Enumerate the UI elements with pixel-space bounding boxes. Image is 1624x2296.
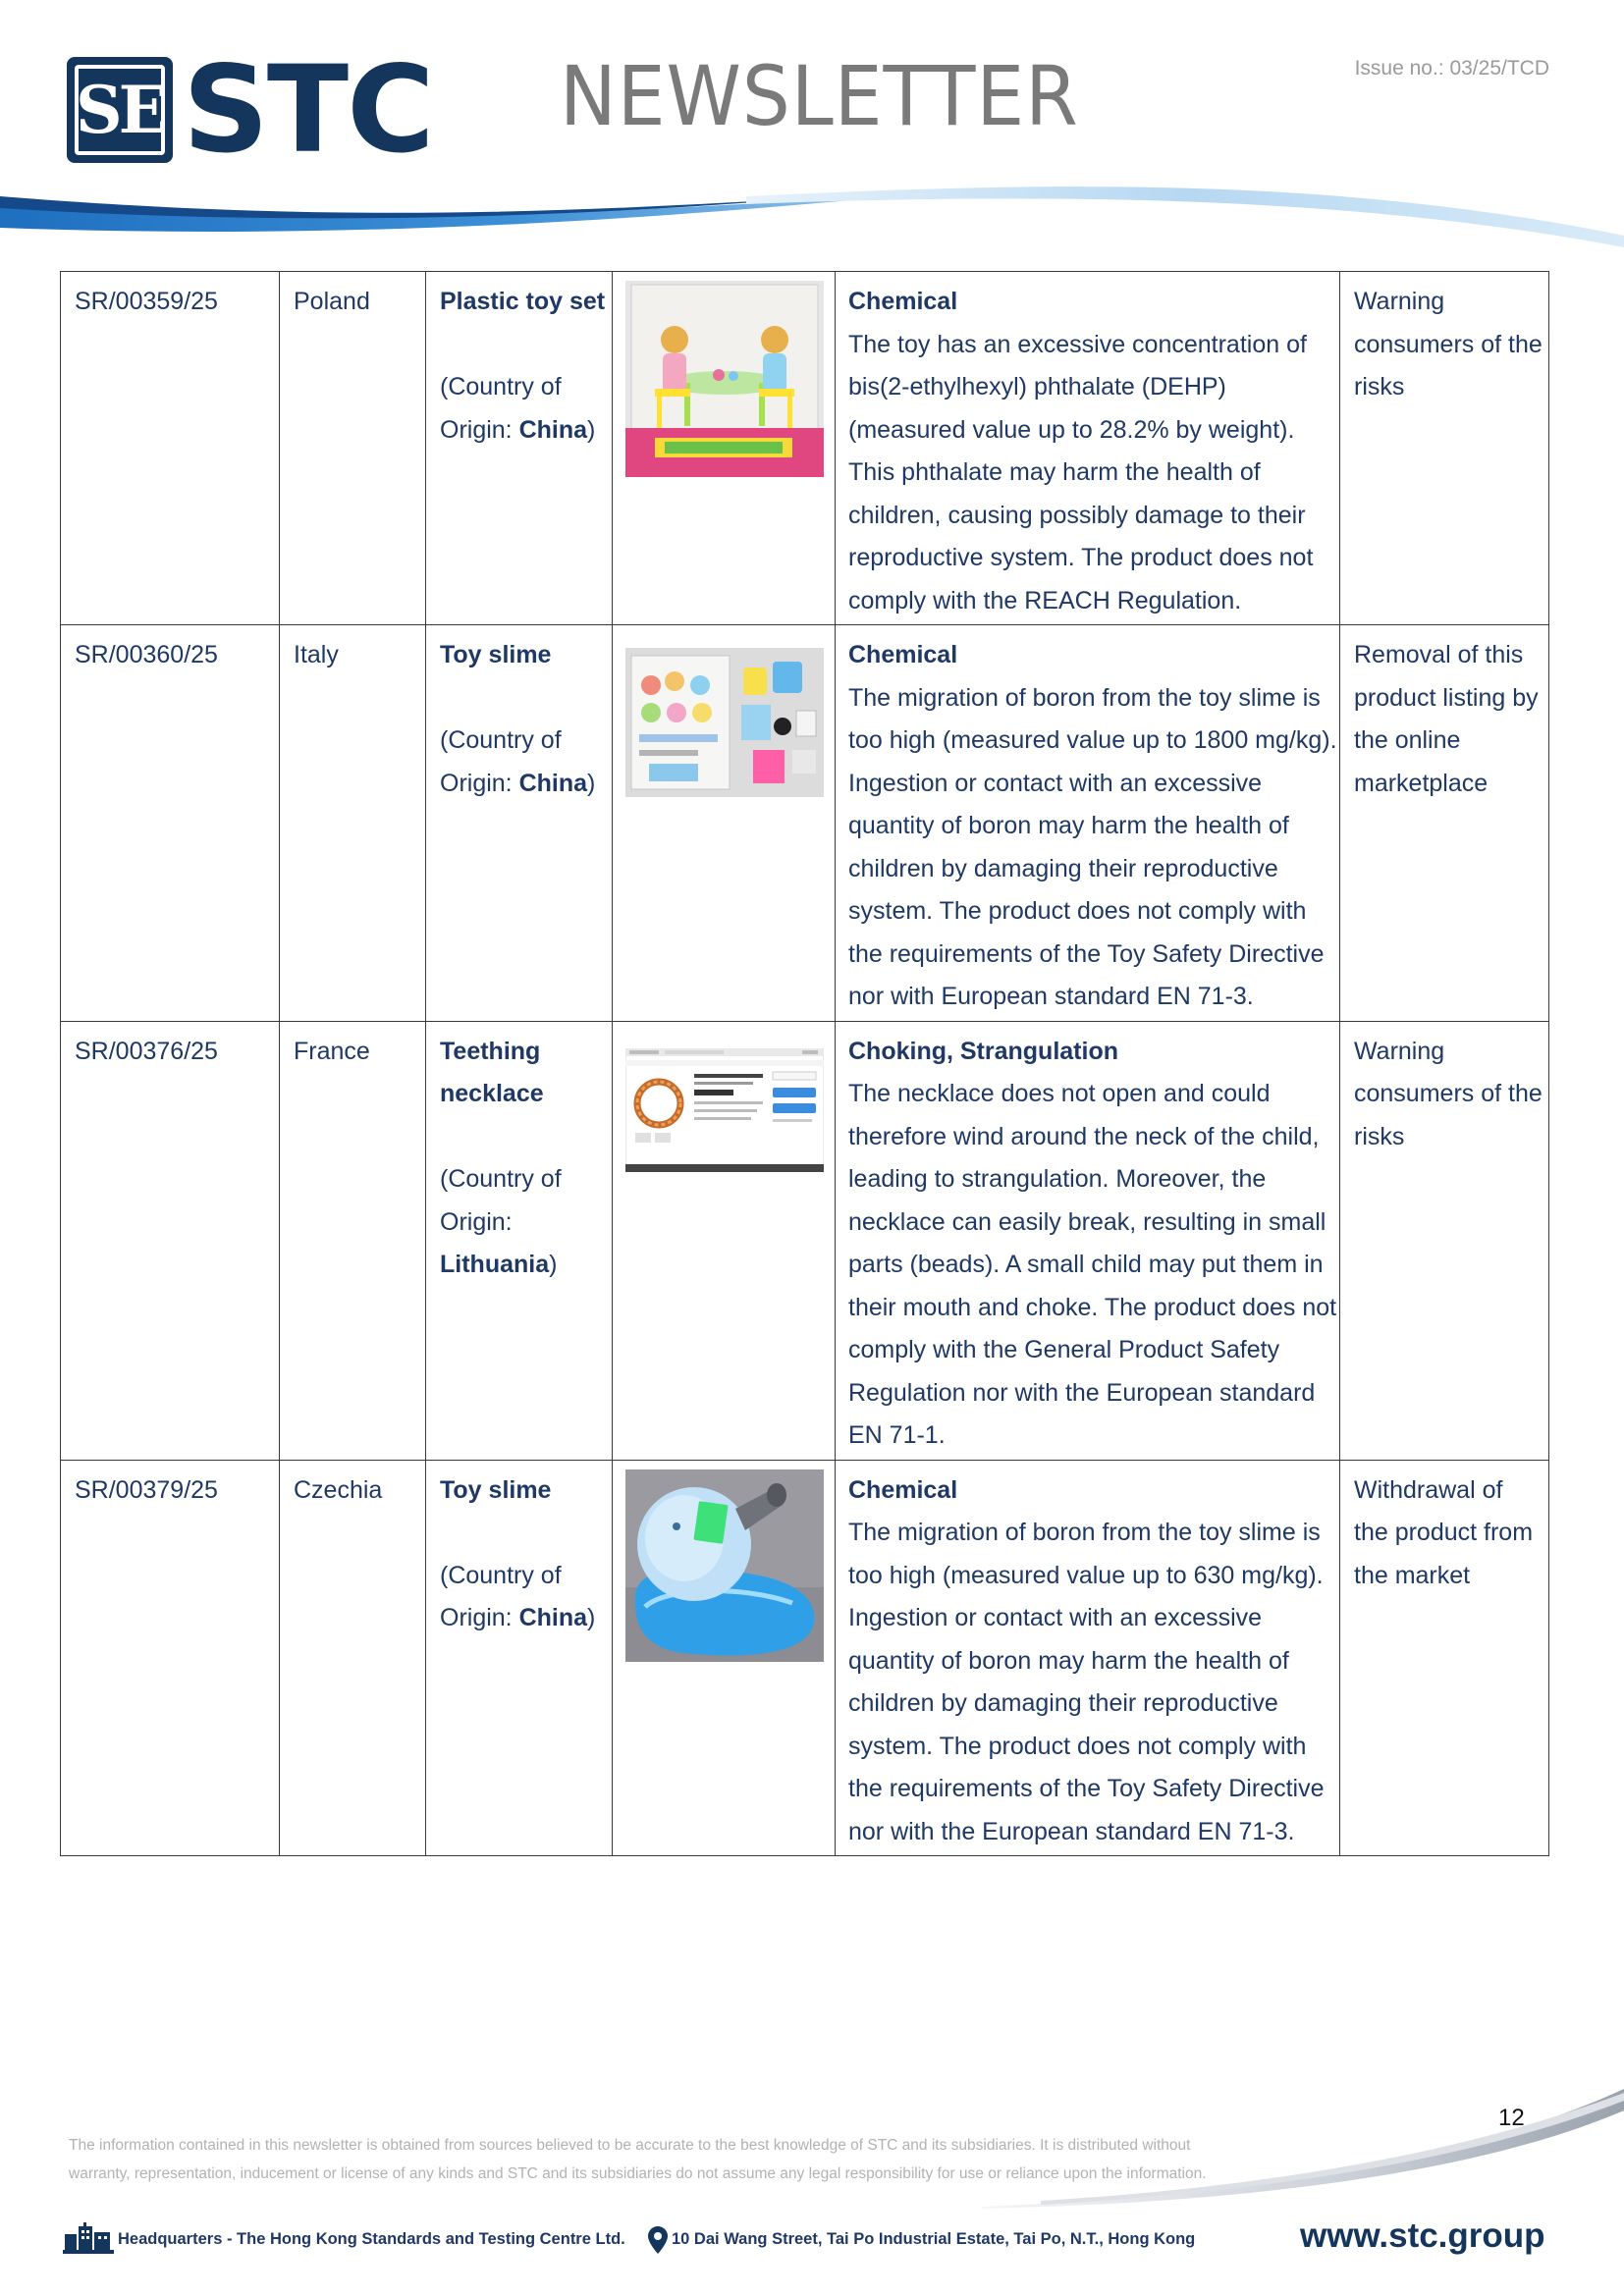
table-row bbox=[61, 625, 1549, 1022]
product-name: Plastic toy set bbox=[440, 288, 606, 315]
issue-number: Issue no.: 03/25/TCD bbox=[1354, 57, 1549, 80]
product-cell bbox=[426, 272, 613, 625]
page-number: 12 bbox=[1498, 2105, 1525, 2131]
image-cell bbox=[613, 625, 836, 1022]
logo-mark-icon: SE bbox=[67, 57, 173, 163]
measures-cell: Warning consumers of the risks bbox=[1340, 272, 1549, 625]
risk-type: Chemical bbox=[848, 288, 958, 315]
risk-description: The migration of boron from the toy slime is too high (measured value up to 1800 mg/kg). Ingestion or contact with an excessive quantity of boron may harm the health of children by damaging their reproductive system. The product does not comply with the requirements of the Toy Safety Directive nor with European standard EN 71-3. bbox=[848, 683, 1337, 1010]
building-icon bbox=[63, 2222, 114, 2254]
image-cell bbox=[613, 1460, 836, 1856]
origin-line: Origin: China) bbox=[440, 1604, 596, 1631]
reference-cell: SR/00379/25 bbox=[61, 1460, 280, 1856]
disclaimer: The information contained in this newsletter is obtained from sources believed to be accurate to the best knowledge of STC and its subsidiaries. It is distributed without warranty, representation, inducement or license of any kinds and STC and its subsidiaries do not assume any legal responsibility for use or reliance upon the information. bbox=[69, 2137, 1207, 2182]
risk-type: Chemical bbox=[848, 641, 958, 668]
risk-cell bbox=[836, 272, 1340, 625]
newsletter-title: NEWSLETTER bbox=[560, 48, 1079, 144]
reference-cell: SR/00359/25 bbox=[61, 272, 280, 625]
reference-cell: SR/00376/25 bbox=[61, 1021, 280, 1460]
teething-necklace-screenshot bbox=[625, 1048, 824, 1172]
origin-label: (Country of bbox=[440, 373, 562, 400]
country-cell: Poland bbox=[280, 272, 426, 625]
risk-cell bbox=[836, 625, 1340, 1022]
toy-slime-kit-photo bbox=[625, 648, 824, 797]
origin-line: Origin: China) bbox=[440, 415, 596, 444]
product-cell bbox=[426, 625, 613, 1022]
risk-description: The necklace does not open and could therefore wind around the neck of the child, leading to strangulation. Moreover, the necklace can easily break, resulting in small parts (beads). A small child may put them in their mouth and choke. The product does not comply with the General Product Safety Regulation nor with the European standard EN 71-1. bbox=[848, 1080, 1337, 1449]
product-name: Teething necklace bbox=[440, 1037, 544, 1107]
table-row bbox=[61, 1021, 1549, 1460]
risk-type: Choking, Strangulation bbox=[848, 1037, 1118, 1065]
measures-cell: Warning consumers of the risks bbox=[1340, 1021, 1549, 1460]
risk-description: The toy has an excessive concentration of bis(2-ethylhexyl) phthalate (DEHP) (measured value up to 28.2% by weight). This phthalate may harm the health of children, causing possibly damage to their reproductive system. The product does not comply with the REACH Regulation. bbox=[848, 330, 1314, 614]
risk-cell bbox=[836, 1021, 1340, 1460]
origin-label: (Country of bbox=[440, 1561, 562, 1589]
image-cell bbox=[613, 272, 836, 625]
measures-cell: Removal of this product listing by the online marketplace bbox=[1340, 625, 1549, 1022]
brand-name: STC bbox=[183, 40, 433, 180]
table-row bbox=[61, 1460, 1549, 1856]
country-cell: Czechia bbox=[280, 1460, 426, 1856]
plastic-toy-set-photo bbox=[625, 281, 824, 477]
origin-line: Origin: China) bbox=[440, 769, 596, 797]
product-cell bbox=[426, 1021, 613, 1460]
reference-cell: SR/00360/25 bbox=[61, 625, 280, 1022]
headquarters-text: Headquarters - The Hong Kong Standards and Testing Centre Ltd. bbox=[118, 2230, 625, 2248]
risk-type: Chemical bbox=[848, 1475, 958, 1504]
country-cell: Italy bbox=[280, 625, 426, 1022]
product-cell bbox=[426, 1460, 613, 1856]
table-row bbox=[61, 272, 1549, 625]
toy-slime-blue-photo bbox=[625, 1469, 824, 1662]
origin-label: (Country of bbox=[440, 1165, 562, 1193]
website-link[interactable]: www.stc.group bbox=[1300, 2216, 1545, 2255]
risk-cell bbox=[836, 1460, 1340, 1856]
stc-logo bbox=[67, 40, 460, 180]
origin-label: (Country of bbox=[440, 726, 562, 754]
address-text: 10 Dai Wang Street, Tai Po Industrial Estate, Tai Po, N.T., Hong Kong bbox=[672, 2230, 1196, 2248]
product-name: Toy slime bbox=[440, 1475, 552, 1504]
location-pin-icon bbox=[648, 2226, 668, 2254]
product-name: Toy slime bbox=[440, 641, 552, 668]
risk-description: The migration of boron from the toy slime is too high (measured value up to 630 mg/kg). Ingestion or contact with an excessive quantity of boron may harm the health of children by damaging their reproductive system. The product does not comply with the requirements of the Toy Safety Directive nor with the European standard EN 71-3. bbox=[848, 1519, 1325, 1845]
origin-label-2: Origin: bbox=[440, 1207, 513, 1236]
origin-line: Lithuania) bbox=[440, 1251, 558, 1278]
image-cell bbox=[613, 1021, 836, 1460]
header-swoosh bbox=[0, 177, 1624, 265]
measures-cell: Withdrawal of the product from the market bbox=[1340, 1460, 1549, 1856]
rapex-records-table bbox=[60, 271, 1549, 1856]
country-cell: France bbox=[280, 1021, 426, 1460]
footer-contact-bar bbox=[63, 2216, 1565, 2266]
